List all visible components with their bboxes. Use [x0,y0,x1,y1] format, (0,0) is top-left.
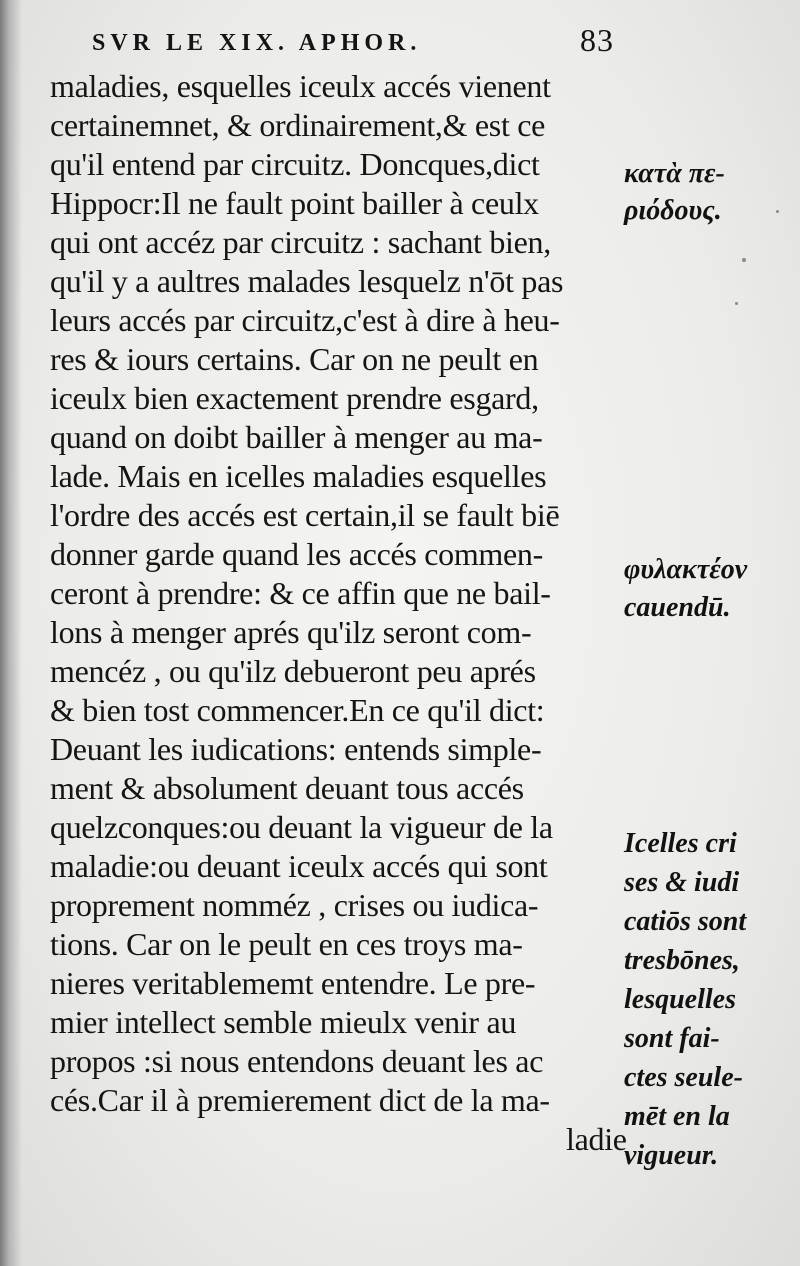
margin-note: vigueur. [624,1140,719,1171]
text-line: maladies, esquelles iceulx accés vienent [50,68,551,104]
margin-note: ses & iudi [624,867,740,898]
margin-note: Icelles cri [624,828,737,859]
text-line: quelzconques:ou deuant la vigueur de la [50,809,553,845]
margin-note-greek: κατὰ πε- [624,158,725,189]
paper-speck [735,302,738,305]
text-line-catchword: ladie [566,1121,627,1157]
text-line: maladie:ou deuant iceulx accés qui sont [50,848,548,884]
page-number: 83 [580,22,614,58]
text-line: qu'il y a aultres malades lesquelz n'ōt pas [50,263,564,299]
text-line: lons à menger aprés qu'ilz seront com- [50,614,532,650]
margin-note: mēt en la [624,1101,730,1132]
text-line: leurs accés par circuitz,c'est à dire à heu- [50,302,560,338]
text-line: certainemnet, & ordinairement,& est ce [50,107,546,143]
paper-speck [776,210,779,213]
text-line: qui ont accéz par circuitz : sachant bien, [50,224,551,260]
margin-note: tresbōnes, [624,945,740,976]
margin-note: catiōs sont [624,906,747,937]
text-line: res & iours certains. Car on ne peult en [50,341,539,377]
text-line: donner garde quand les accés commen- [50,536,543,572]
text-line: tions. Car on le peult en ces troys ma- [50,926,523,962]
text-line: & bien tost commencer.En ce qu'il dict: [50,692,545,728]
text-line: proprement nomméz , crises ou iudica- [50,887,539,923]
page-gutter-shadow [0,0,22,1266]
text-line: propos :si nous entendons deuant les ac [50,1043,544,1079]
text-line: l'ordre des accés est certain,il se fault biē [50,497,560,533]
text-line: iceulx bien exactement prendre esgard, [50,380,539,416]
text-line: ceront à prendre: & ce affin que ne bail- [50,575,551,611]
margin-note: sont fai- [624,1023,720,1054]
margin-note: ctes seule- [624,1062,743,1093]
paper-speck [742,258,746,262]
text-line: quand on doibt bailler à menger au ma- [50,419,543,455]
margin-note-latin: cauendū. [624,592,731,623]
running-title: SVR LE XIX. APHOR. [92,30,422,56]
margin-note-greek: ριόδους. [624,195,722,226]
text-line: nieres veritablememt entendre. Le pre- [50,965,536,1001]
text-line: ment & absolument deuant tous accés [50,770,524,806]
text-line: cés.Car il à premierement dict de la ma- [50,1082,550,1118]
margin-note: lesquelles [624,984,736,1015]
text-line: mier intellect semble mieulx venir au [50,1004,517,1040]
margin-note-greek: φυλακτέον [624,554,748,585]
text-line: Deuant les iudications: entends simple- [50,731,542,767]
text-line: Hippocr:Il ne fault point bailler à ceulx [50,185,539,221]
text-line: lade. Mais en icelles maladies esquelles [50,458,547,494]
text-line: mencéz , ou qu'ilz debueront peu aprés [50,653,536,689]
text-line: qu'il entend par circuitz. Doncques,dict [50,146,540,182]
page-header [92,22,632,62]
